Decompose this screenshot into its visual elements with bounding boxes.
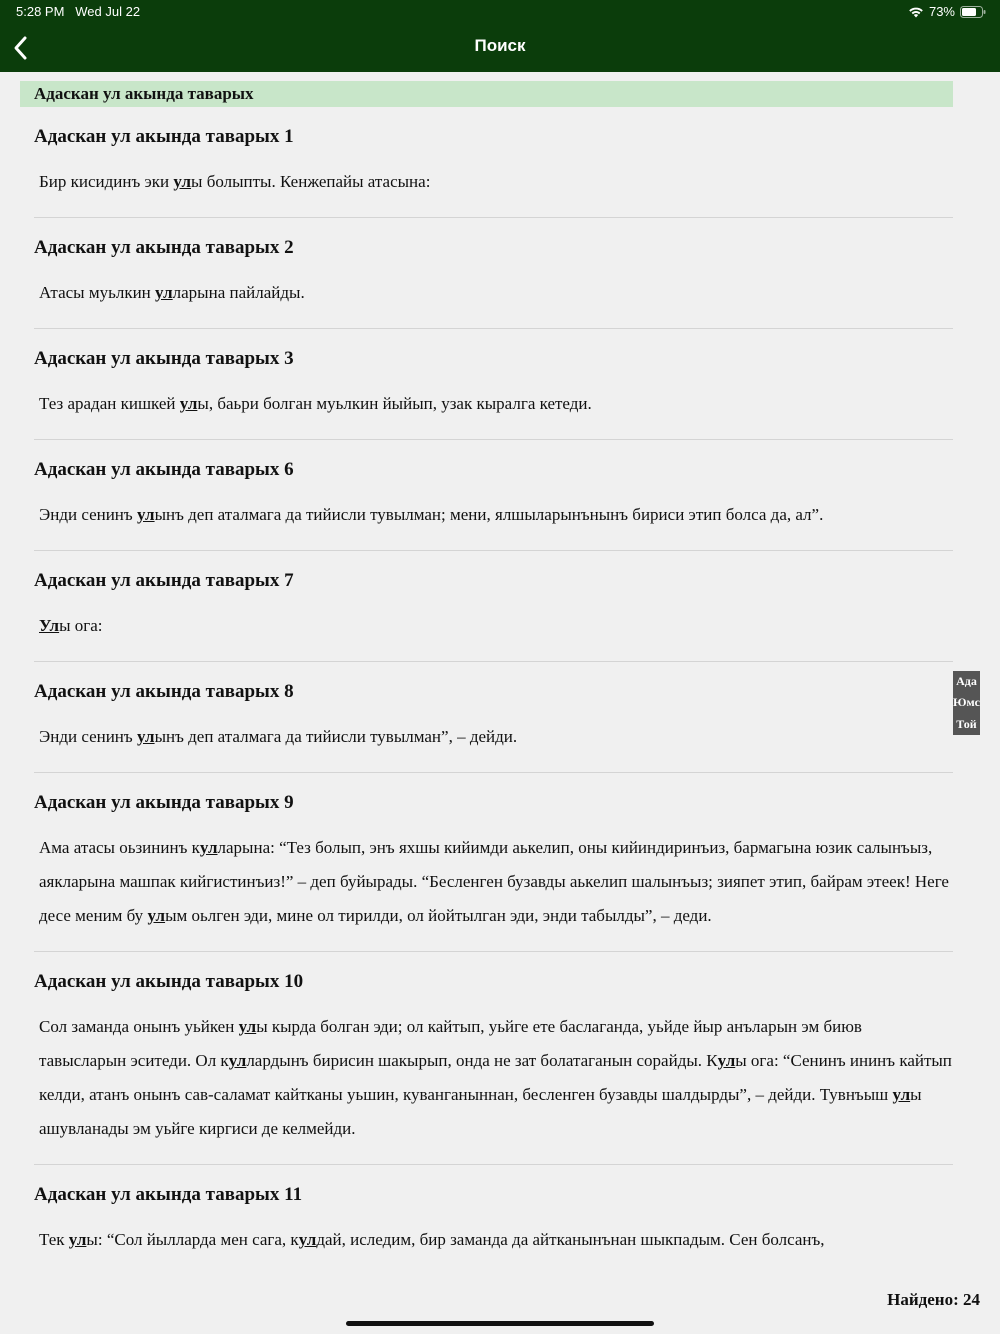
result-text-fragment: ы, баьри болган муьлкин йыйып, узак кыралга кетеди. [197,394,592,413]
result-text [34,703,953,772]
result-text-fragment: ы ога: “Сенинъ ининъ кайтып келди, атанъ онынъ сав-саламат кайтканы уьшин, куванганыннан, бесленген бузавды шалдырды”, – дейди. Тувнъыш [39,1051,952,1104]
result-text-fragment: ы кырда болган эди; ол кайтып, уьйге ете баслаганда, уьйде йыр анъларын эм биюв тавысларын эситеди. Ол к [39,1017,862,1070]
result-title: Адаскан ул акында таварых 10 [34,971,304,992]
result-text-fragment: ы: “Сол йылларда мен сага, к [86,1230,299,1249]
status-time-date [16,4,140,19]
result-text-fragment: дай, иследим, бир заманда да айтканынънан шыкпадым. Сен болсанъ, [316,1230,825,1249]
result-item[interactable] [34,107,953,218]
result-text-fragment: Тез арадан кишкей [39,394,180,413]
result-item[interactable] [34,952,953,1165]
search-match: ул [199,838,218,857]
search-match: ул [136,727,155,746]
result-item[interactable] [34,773,953,952]
battery-icon [960,6,986,18]
search-match: ул [892,1085,911,1104]
search-match: ул [228,1051,247,1070]
result-title: Адаскан ул акында таварых 6 [34,459,294,480]
alphabet-index[interactable] [953,671,980,735]
battery-percent: 73% [928,4,955,19]
result-text [34,259,953,328]
result-text-fragment: ынъ деп аталмага да тийисли тувылман; мени, ялшыларынънынъ бириси этип болса да, ал”. [154,505,824,524]
search-match: ул [238,1017,257,1036]
status-right [908,4,986,19]
result-text-fragment: ларына: “Тез болып, энъ яхшы кийимди аькелип, оны кийиндиринъиз, бармагына юзик салынъыз, аякларына машпак кийгистинъиз!” – деп буйырады. “Бесленген бузавды аькелип шалынъыз; зияпет этип, байрам этеек! Неге десе меним бу [39,838,949,925]
nav-bar [0,24,1000,72]
result-text-fragment: ы болыпты. Кенжепайы атасына: [191,172,431,191]
page-title: Поиск [474,36,526,55]
result-text-fragment: Энди сенинъ [39,505,137,524]
result-item[interactable] [34,440,953,551]
result-text [34,592,953,661]
result-item[interactable] [34,218,953,329]
result-text [34,148,953,217]
search-match: ул [136,505,155,524]
search-match: ул [147,906,166,925]
result-text-fragment: лардынъ бирисин шакырып, онда не зат болатаганын сорайды. К [246,1051,718,1070]
results-list [34,107,953,1275]
search-match: Ул [39,616,60,635]
result-text-fragment: ы ашувланады эм уьйге киргиси де келмейди. [39,1085,922,1138]
search-match: ул [179,394,198,413]
result-text-fragment: ынъ деп аталмага да тийисли тувылман”, – дейди. [154,727,518,746]
result-text-fragment: ы ога: [59,616,103,635]
result-title: Адаскан ул акында таварых 11 [34,1184,303,1205]
result-title: Адаскан ул акында таварых 9 [34,792,294,813]
result-text-fragment: Атасы муьлкин [39,283,156,302]
result-text-fragment: ым оьлген эди, мине ол тирилди, ол йойтылган эди, энди табылды”, – деди. [165,906,712,925]
result-item[interactable] [34,551,953,662]
index-item[interactable]: Юмс [953,695,981,710]
result-text [34,993,953,1164]
status-time: 5:28 PM [16,4,65,19]
result-title: Адаскан ул акында таварых 8 [34,681,294,702]
result-title: Адаскан ул акында таварых 2 [34,237,294,258]
result-title: Адаскан ул акында таварых 1 [34,126,294,147]
section-header-label: Адаскан ул акында таварых [34,84,254,103]
search-match: ул [173,172,192,191]
section-header [20,81,953,107]
index-item[interactable]: Ада [956,674,977,689]
search-match: ул [298,1230,317,1249]
found-count: Найдено: 24 [887,1290,980,1309]
result-text [34,1206,953,1275]
result-title: Адаскан ул акында таварых 7 [34,570,294,591]
index-item[interactable]: Той [956,716,977,731]
status-date: Wed Jul 22 [75,4,141,19]
result-text-fragment: Сол заманда онынъ уьйкен [39,1017,239,1036]
result-text-fragment: Энди сенинъ [39,727,137,746]
result-text [34,814,953,951]
search-match: ул [155,283,173,302]
home-indicator [346,1321,654,1326]
status-bar [0,0,1000,24]
search-match: ул [68,1230,87,1249]
wifi-icon [908,6,924,18]
result-item[interactable] [34,1165,953,1275]
result-text-fragment: ларына пайлайды. [172,283,305,302]
result-item[interactable] [34,329,953,440]
result-text-fragment: Бир кисидинъ эки [39,172,174,191]
result-title: Адаскан ул акында таварых 3 [34,348,294,369]
result-text [34,370,953,439]
search-match: ул [717,1051,736,1070]
result-item[interactable] [34,662,953,773]
result-text-fragment: Тек [39,1230,69,1249]
result-text-fragment: Ама атасы оьзининъ к [39,838,200,857]
result-text [34,481,953,550]
